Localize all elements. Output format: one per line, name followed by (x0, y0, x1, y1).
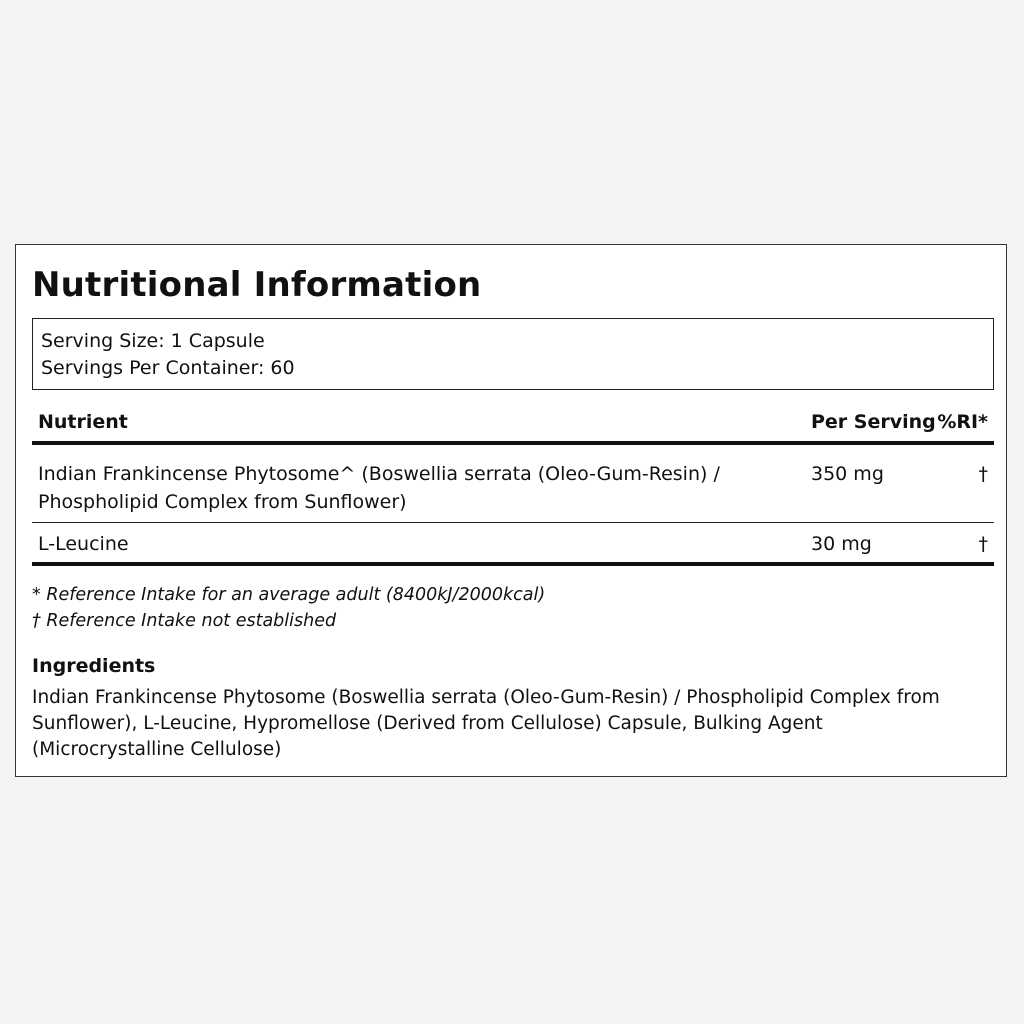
serving-size: Serving Size: 1 Capsule (41, 330, 265, 352)
footnote-not-established: † Reference Intake not established (32, 611, 337, 631)
header-nutrient: Nutrient (38, 411, 128, 433)
table-row (32, 523, 994, 566)
serving-info-box (32, 318, 994, 390)
servings-per-container: Servings Per Container: 60 (41, 357, 295, 379)
table-row (32, 445, 994, 523)
header-ri: %RI* (937, 411, 988, 433)
ingredients-heading: Ingredients (32, 655, 156, 677)
footnotes (32, 582, 545, 634)
nutrient-name: Indian Frankincense Phytosome^ (Boswellia serrata (Oleo-Gum-Resin) / Phospholipid Complex from Sunflower) (38, 463, 720, 513)
nutrient-table (32, 403, 994, 566)
ingredients-text: Indian Frankincense Phytosome (Boswellia serrata (Oleo-Gum-Resin) / Phospholipid Complex from Sunflower), L-Leucine, Hypromellose (Derived from Cellulose) Capsule, Bulking Agent (Microcrystalline Cellulose) (32, 687, 940, 760)
nutrient-ri: † (978, 533, 988, 555)
nutrient-name: L-Leucine (38, 533, 129, 555)
header-per-serving: Per Serving (811, 411, 936, 433)
nutrition-panel (15, 244, 1007, 777)
table-header (32, 403, 994, 445)
nutrient-ri: † (978, 463, 988, 485)
nutrient-amount: 30 mg (811, 533, 872, 555)
footnote-reference-intake: * Reference Intake for an average adult (8400kJ/2000kcal) (32, 585, 546, 605)
nutrient-amount: 350 mg (811, 463, 884, 485)
panel-title: Nutritional Information (32, 265, 482, 305)
